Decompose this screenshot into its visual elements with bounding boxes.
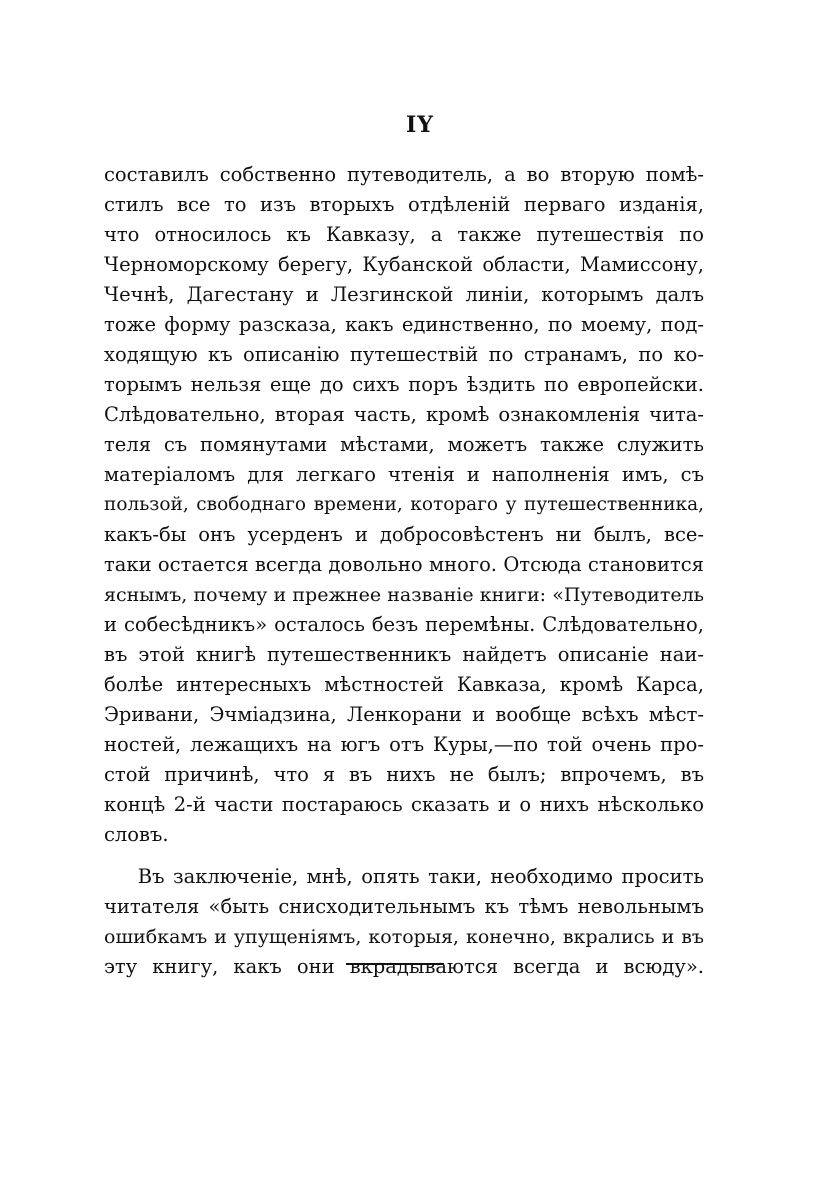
text-line: стилъ все то изъ вторыхъ отдѣленій перваго изданія, bbox=[104, 193, 704, 216]
text-line: Въ заключеніе, мнѣ, опять таки, необходимо просить bbox=[104, 865, 704, 888]
text-line: пользой, свободнаго времени, котораго у путешественника, bbox=[104, 494, 704, 515]
text-line: Чечнѣ, Дагестану и Лезгинской линіи, которымъ далъ bbox=[104, 283, 704, 306]
text-line: и собесѣдникъ» осталось безъ перемѣны. Слѣдовательно, bbox=[104, 613, 704, 636]
text-line: составилъ собственно путеводитель, а во вторую помѣ- bbox=[104, 163, 704, 186]
text-line: тоже форму разсказа, какъ единственно, по моему, под- bbox=[104, 313, 704, 336]
text-line: стой причинѣ, что я въ нихъ не былъ; впрочемъ, въ bbox=[104, 763, 704, 786]
text-line: Черноморскому берегу, Кубанской области, Мамиссону, bbox=[104, 253, 704, 276]
text-line: торымъ нельзя еще до сихъ поръ ѣздить по европейски. bbox=[104, 373, 704, 396]
text-line: ходящую къ описанію путешествій по странамъ, по ко- bbox=[104, 343, 704, 366]
page-number: IY bbox=[406, 112, 434, 138]
text-line: теля съ помянутами мѣстами, можетъ также служить bbox=[104, 433, 704, 456]
text-line: матеріаломъ для легкаго чтенія и наполненія имъ, съ bbox=[104, 463, 704, 486]
text-line: болѣе интересныхъ мѣстностей Кавказа, кромѣ Карса, bbox=[104, 673, 704, 696]
text-line: концѣ 2-й части постараюсь сказать и о нихъ нѣсколько bbox=[104, 793, 704, 816]
text-line: словъ. bbox=[104, 823, 169, 846]
text-line: какъ-бы онъ усерденъ и добросовѣстенъ ни былъ, все- bbox=[104, 523, 704, 546]
text-line: Слѣдовательно, вторая часть, кромѣ ознакомленія чита- bbox=[104, 403, 704, 426]
text-line: ностей, лежащихъ на югъ отъ Куры,—по той очень про- bbox=[104, 733, 704, 756]
text-line: эту книгу, какъ они вкрадываются всегда и всюду». bbox=[104, 955, 704, 978]
section-divider-rule bbox=[346, 963, 444, 965]
text-line: яснымъ, почему и прежнее названіе книги: «Путеводитель bbox=[104, 584, 704, 606]
text-line: читателя «быть снисходительнымъ къ тѣмъ невольнымъ bbox=[104, 895, 704, 918]
text-line: что относилось къ Кавказу, а также путешествія по bbox=[104, 223, 704, 246]
text-line: Эривани, Эчміадзина, Ленкорани и вообще всѣхъ мѣст- bbox=[104, 703, 704, 726]
paragraph-spacer bbox=[104, 850, 704, 862]
body-text bbox=[104, 160, 704, 982]
text-line: въ этой книгѣ путешественникъ найдетъ описаніе наи- bbox=[104, 643, 704, 666]
text-line: таки остается всегда довольно много. Отсюда становится bbox=[104, 553, 704, 576]
text-line: ошибкамъ и упущеніямъ, которыя, конечно, вкрались и въ bbox=[104, 926, 704, 948]
paragraph-1 bbox=[104, 160, 704, 850]
